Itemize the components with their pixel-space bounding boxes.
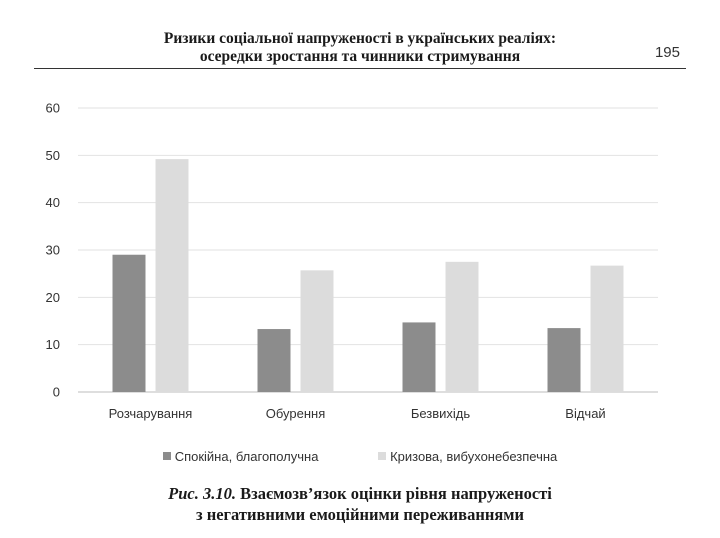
running-title-line2: осередки зростання та чинники стримування — [199, 48, 521, 65]
figure-label: Рис. 3.10. — [168, 484, 236, 503]
y-tick-label: 20 — [45, 289, 60, 305]
running-title-line1: Ризики соціальної напруженості в українських реаліях: — [163, 30, 557, 47]
x-tick-label: Розчарування — [108, 406, 193, 421]
bar-series-2 — [446, 262, 479, 392]
y-tick-label: 50 — [45, 147, 60, 163]
y-tick-label: 10 — [45, 337, 60, 353]
y-tick-label: 0 — [52, 384, 60, 400]
x-tick-label: Обурення — [265, 406, 326, 421]
legend-swatch-series-1 — [163, 452, 171, 460]
x-tick-label: Безвихідь — [410, 406, 471, 421]
caption-line1 — [0, 483, 720, 504]
caption-text-line1: Взаємозв’язок оцінки рівня напруженості — [240, 484, 552, 503]
bar-series-2 — [156, 159, 189, 392]
bar-series-1 — [548, 328, 581, 392]
y-tick-label: 40 — [45, 195, 60, 211]
bar-series-1 — [403, 322, 436, 392]
legend-label-series-2: Кризова, вибухонебезпечна — [390, 449, 558, 464]
bar-series-1 — [258, 329, 291, 392]
legend-label-series-1: Спокійна, благополучна — [174, 449, 319, 464]
bar-series-1 — [113, 255, 146, 392]
legend-swatch-series-2 — [378, 452, 386, 460]
bar-series-2 — [591, 266, 624, 392]
bar-series-2 — [301, 270, 334, 392]
legend-item-series-2 — [378, 449, 557, 464]
y-tick-label: 30 — [45, 242, 60, 258]
y-tick-label: 60 — [45, 100, 60, 116]
caption-text-line2: з негативними емоційними переживаннями — [195, 505, 525, 524]
x-tick-label: Відчай — [565, 406, 606, 421]
legend-item-series-1 — [163, 449, 319, 464]
page-number: 195 — [654, 44, 680, 61]
chart-legend — [0, 449, 720, 464]
figure-caption — [0, 483, 720, 525]
